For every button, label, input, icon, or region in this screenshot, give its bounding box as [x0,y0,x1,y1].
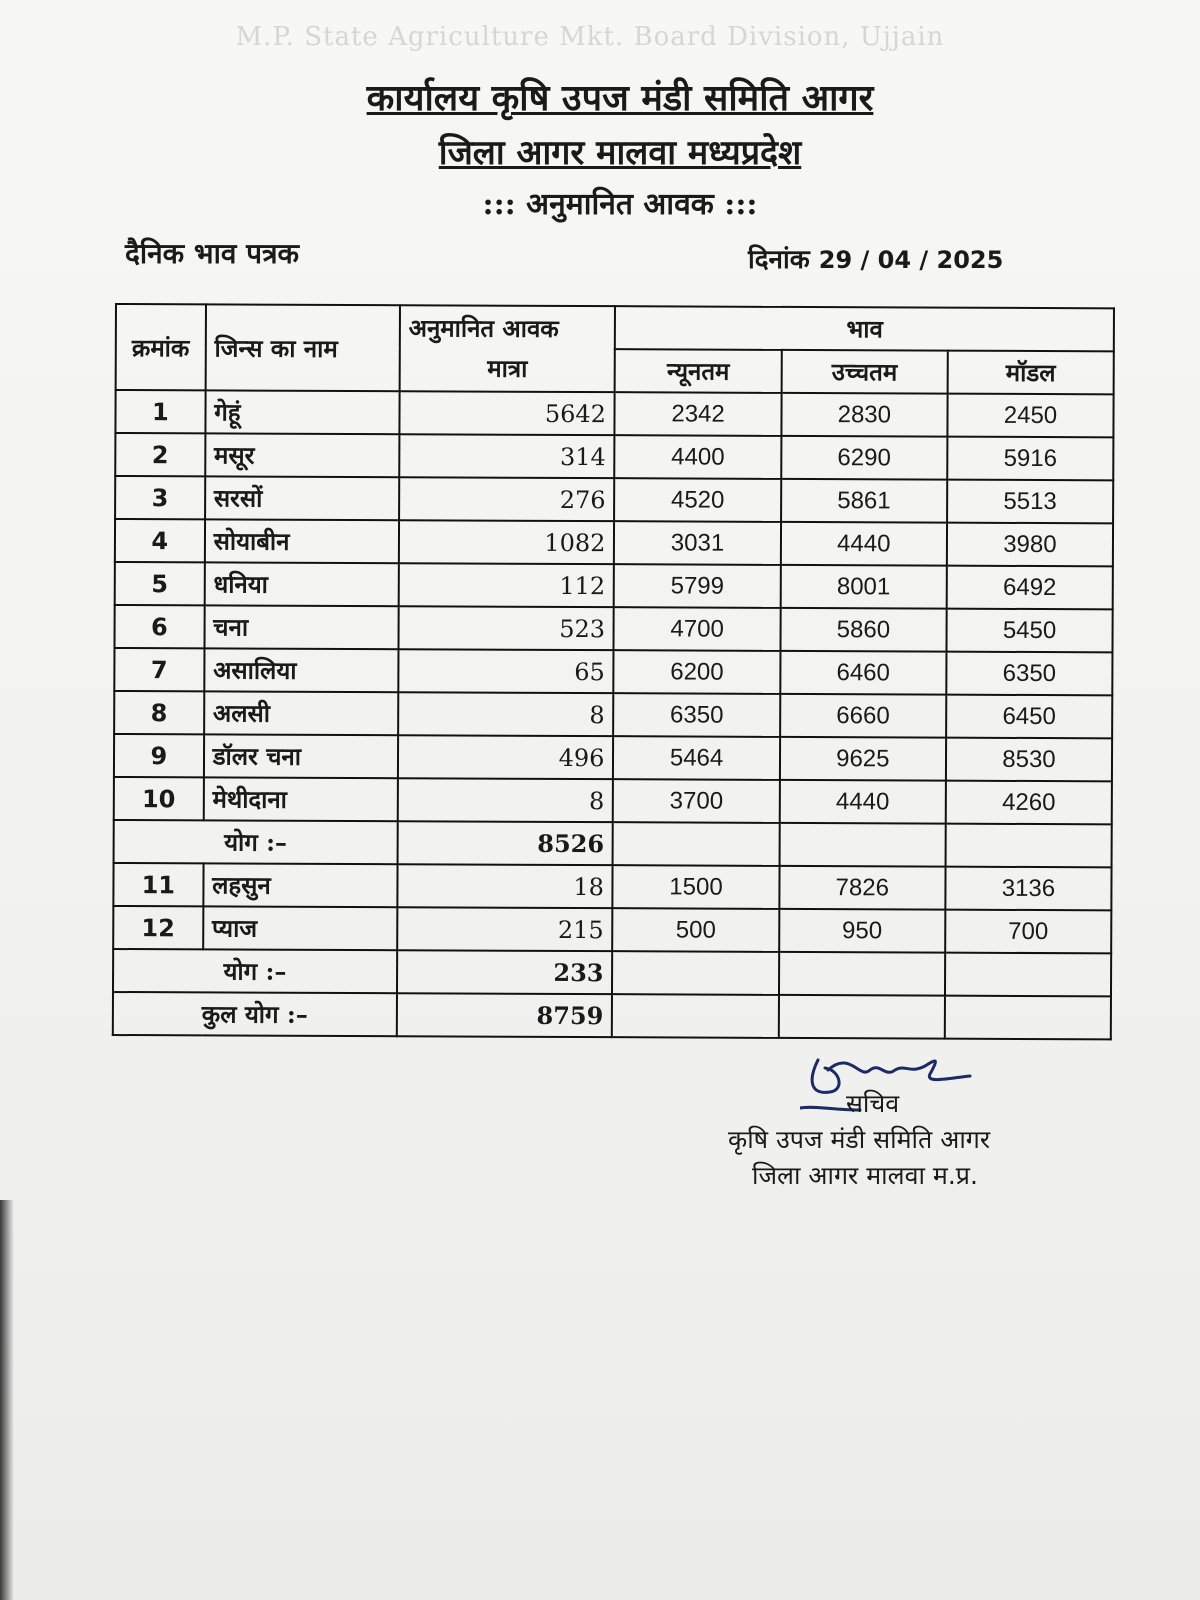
header-arrival-line2: मात्रा [487,354,528,383]
table-row [115,562,1113,609]
cell-arrival: 1082 [399,520,615,564]
page-edge-shadow [0,1200,14,1600]
cell-max: 950 [779,909,945,953]
cell-serial: 7 [114,648,204,691]
cell-commodity: असालिया [204,648,398,692]
empty-cell [945,953,1111,997]
cell-max: 5861 [781,479,947,523]
cell-arrival: 18 [397,864,613,908]
empty-cell [613,822,779,866]
header-max: उच्चतम [781,350,947,394]
faint-letterhead-text: M.P. State Agriculture Mkt. Board Division, Ujjain [235,22,945,52]
cell-serial: 9 [114,734,204,777]
cell-commodity: लहसुन [203,863,397,907]
cell-arrival: 5642 [399,391,615,435]
cell-min: 4700 [614,607,780,651]
table-row [113,863,1111,910]
signatory-title: सचिव [846,1089,900,1118]
empty-cell [946,824,1112,868]
cell-commodity: सरसों [205,476,399,520]
cell-max: 5860 [780,608,946,652]
cell-min: 5799 [614,564,780,608]
header-commodity: जिन्स का नाम [205,304,399,391]
table-row [113,906,1111,953]
cell-serial: 4 [115,519,205,562]
grand-total-row [113,992,1111,1039]
signatory-district: जिला आगर मालवा म.प्र. [752,1161,978,1190]
cell-max: 9625 [780,737,946,781]
header-arrival [399,305,615,392]
date-label: दिनांक [748,245,810,275]
cell-arrival: 8 [398,778,614,822]
cell-commodity: चना [204,605,398,649]
cell-modal: 6350 [946,652,1112,696]
header-modal: मॉडल [948,351,1114,395]
signatory-office: कृषि उपज मंडी समिति आगर [728,1125,991,1154]
cell-commodity: डॉलर चना [204,734,398,778]
grand-total-label: कुल योग :– [113,992,397,1036]
empty-cell [612,994,778,1038]
cell-commodity: प्याज [203,906,397,950]
document-type: दैनिक भाव पत्रक [125,237,300,270]
cell-max: 2830 [781,393,947,437]
cell-modal: 5450 [946,609,1112,653]
cell-modal: 8530 [946,738,1112,782]
cell-commodity: मसूर [205,433,399,477]
cell-serial: 10 [114,777,204,820]
subtotal-group2-label: योग :– [113,949,397,993]
cell-arrival: 523 [398,606,614,650]
cell-serial: 5 [115,562,205,605]
cell-arrival: 276 [399,477,615,521]
cell-modal: 6450 [946,695,1112,739]
cell-max: 6460 [780,651,946,695]
empty-cell [778,995,944,1039]
cell-max: 6660 [780,694,946,738]
table-body [113,390,1114,1039]
cell-serial: 3 [115,476,205,519]
cell-modal: 3980 [947,523,1113,567]
cell-min: 6200 [614,650,780,694]
cell-max: 4440 [779,780,945,824]
arrival-price-table [112,303,1115,1040]
subtotal-group2-row [113,949,1111,996]
date-value: 29 / 04 / 2025 [818,246,1004,274]
cell-serial: 2 [115,433,205,476]
cell-min: 2342 [615,392,781,436]
cell-min: 3031 [614,521,780,565]
cell-arrival: 314 [399,434,615,478]
cell-max: 8001 [780,565,946,609]
date-block [748,240,1003,276]
cell-arrival: 496 [398,735,614,779]
cell-modal: 5916 [947,437,1113,481]
cell-min: 1500 [613,865,779,909]
cell-arrival: 215 [397,907,613,951]
cell-max: 4440 [781,522,947,566]
subtotal-group1-label: योग :– [114,820,398,864]
subtotal-group1-value: 8526 [397,821,613,865]
cell-modal: 4260 [946,781,1112,825]
cell-modal: 6492 [947,566,1113,610]
district-title: जिला आगर मालवा मध्यप्रदेश [438,133,802,173]
header-arrival-line1: अनुमानित आवक [408,314,559,343]
empty-cell [779,823,945,867]
empty-cell [612,951,778,995]
cell-commodity: अलसी [204,691,398,735]
cell-serial: 6 [114,605,204,648]
cell-commodity: सोयाबीन [205,519,399,563]
table-row [114,734,1112,781]
cell-modal: 5513 [947,480,1113,524]
cell-max: 7826 [779,866,945,910]
cell-min: 4520 [615,478,781,522]
cell-min: 5464 [613,736,779,780]
header-min: न्यूनतम [615,349,781,393]
subtotal-group1-row [114,820,1112,867]
grand-total-value: 8759 [397,993,613,1037]
cell-min: 6350 [614,693,780,737]
empty-cell [945,996,1111,1040]
table-row [114,605,1112,652]
cell-modal: 2450 [947,394,1113,438]
cell-arrival: 112 [398,563,614,607]
table-row [115,390,1113,437]
table-row [114,648,1112,695]
table-row [115,476,1113,523]
table-row [114,691,1112,738]
header-serial: क्रमांक [116,304,206,390]
cell-modal: 3136 [945,867,1111,911]
cell-arrival: 8 [398,692,614,736]
cell-serial: 8 [114,691,204,734]
cell-max: 6290 [781,436,947,480]
subject-title: ::: अनुमानित आवक ::: [482,187,758,222]
cell-serial: 11 [113,863,203,906]
cell-modal: 700 [945,910,1111,954]
cell-min: 4400 [615,435,781,479]
cell-min: 3700 [613,779,779,823]
table-row [115,433,1113,480]
subtotal-group2-value: 233 [397,950,613,994]
cell-serial: 1 [115,390,205,433]
cell-arrival: 65 [398,649,614,693]
office-title: कार्यालय कृषि उपज मंडी समिति आगर [366,77,874,119]
table-row [115,519,1113,566]
table-row [114,777,1112,824]
empty-cell [779,952,945,996]
cell-min: 500 [613,908,779,952]
header-price: भाव [615,306,1114,351]
cell-serial: 12 [113,906,203,949]
cell-commodity: धनिया [204,562,398,606]
table-header-row [116,304,1114,351]
cell-commodity: गेहूं [205,390,399,434]
cell-commodity: मेथीदाना [203,777,397,821]
